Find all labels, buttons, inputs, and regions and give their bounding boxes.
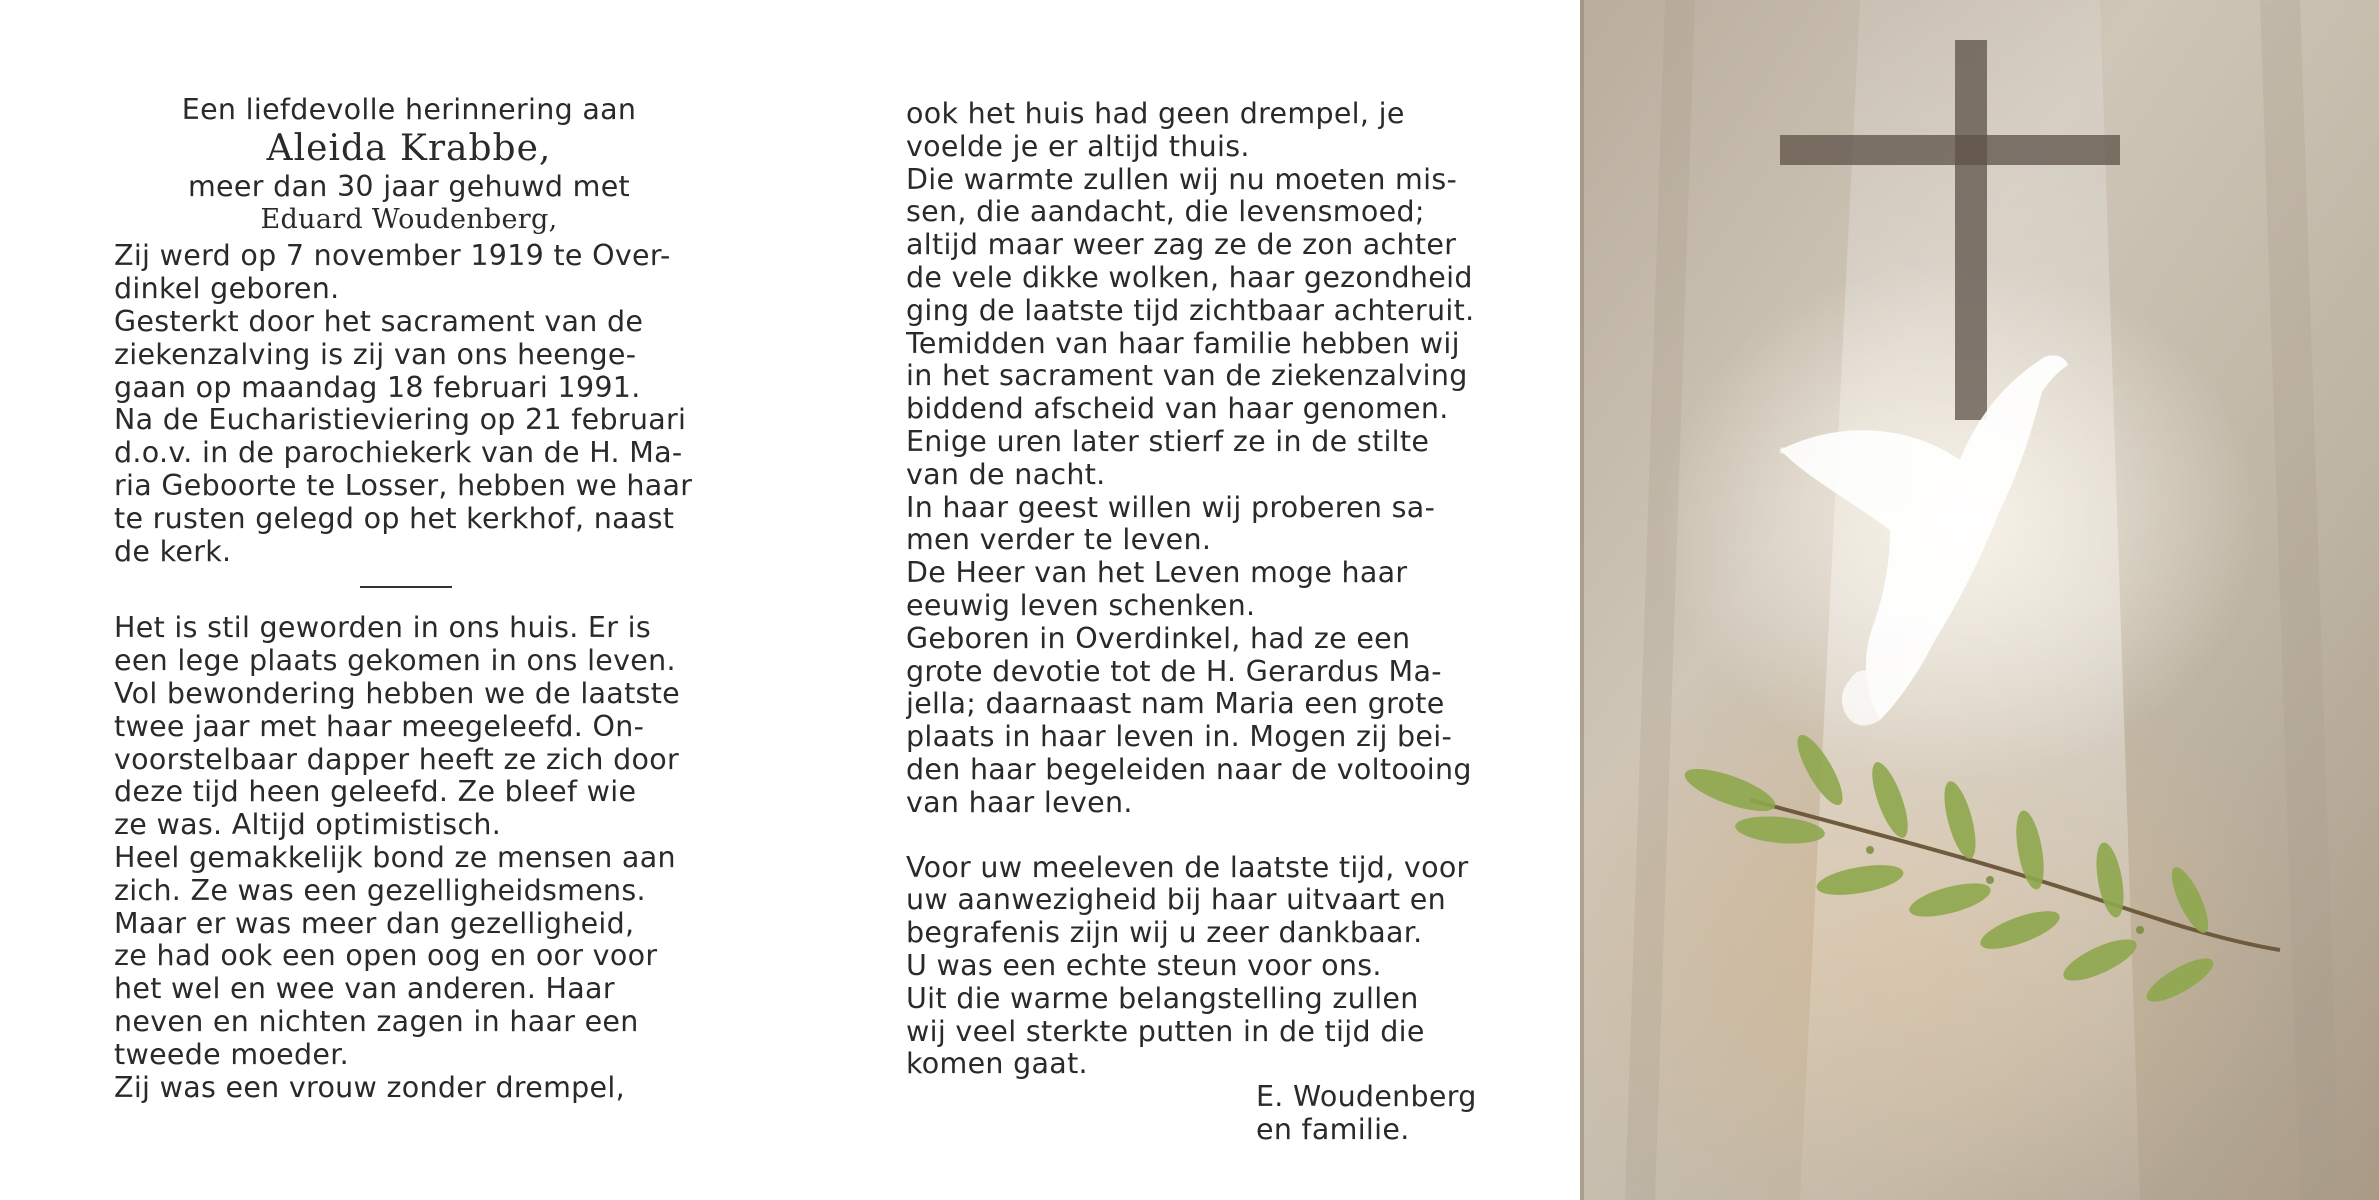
text-line: neven en nichten zagen in haar een bbox=[114, 1005, 639, 1038]
spouse-name: Eduard Woudenberg, bbox=[260, 203, 558, 235]
text-line: Maar er was meer dan gezelligheid, bbox=[114, 907, 635, 940]
deceased-name: Aleida Krabbe, bbox=[266, 127, 552, 169]
text-line: Uit die warme belangstelling zullen bbox=[906, 982, 1419, 1015]
text-line: De Heer van het Leven moge haar bbox=[906, 557, 1408, 590]
text-line: plaats in haar leven in. Mogen zij bei- bbox=[906, 721, 1453, 754]
text-line: Na de Eucharistieviering op 21 februari bbox=[114, 404, 687, 437]
text-line: eeuwig leven schenken. bbox=[906, 589, 1256, 622]
text-line: het wel en wee van anderen. Haar bbox=[114, 973, 615, 1006]
text-line: Zij was een vrouw zonder drempel, bbox=[114, 1071, 625, 1104]
text-line: grote devotie tot de H. Gerardus Ma- bbox=[906, 655, 1442, 688]
text-line: komen gaat. bbox=[906, 1048, 1088, 1081]
text-line: ging de laatste tijd zichtbaar achteruit. bbox=[906, 294, 1475, 327]
text-line: Heel gemakkelijk bond ze mensen aan bbox=[114, 841, 676, 874]
text-line: van de nacht. bbox=[906, 458, 1106, 491]
text-line: sen, die aandacht, die levensmoed; bbox=[906, 196, 1425, 229]
text-line: deze tijd heen geleefd. Ze bleef wie bbox=[114, 776, 637, 809]
text-line: dinkel geboren. bbox=[114, 273, 340, 306]
text-line: Voor uw meeleven de laatste tijd, voor bbox=[906, 851, 1469, 884]
text-line: uw aanwezigheid bij haar uitvaart en bbox=[906, 884, 1446, 917]
text-line: U was een echte steun voor ons. bbox=[906, 949, 1382, 982]
text-line: te rusten gelegd op het kerkhof, naast bbox=[114, 502, 675, 535]
text-line: Geboren in Overdinkel, had ze een bbox=[906, 622, 1411, 655]
text-line: de vele dikke wolken, haar gezondheid bbox=[906, 261, 1473, 294]
text-line: een lege plaats gekomen in ons leven. bbox=[114, 645, 676, 678]
text-line: men verder te leven. bbox=[906, 524, 1212, 557]
intro-line: Een liefdevolle herinnering aan bbox=[181, 94, 637, 126]
middle-column bbox=[906, 98, 1496, 1147]
divider bbox=[360, 586, 452, 588]
text-line: Enige uren later stierf ze in de stilte bbox=[906, 425, 1430, 458]
text-line: van haar leven. bbox=[906, 786, 1133, 819]
text-line: biddend afscheid van haar genomen. bbox=[906, 393, 1449, 426]
text-line: den haar begeleiden naar de voltooing bbox=[906, 753, 1472, 786]
text-line: de kerk. bbox=[114, 535, 232, 568]
text-line: voelde je er altijd thuis. bbox=[906, 130, 1250, 163]
text-line: Vol bewondering hebben we de laatste bbox=[114, 677, 681, 710]
text-line: gaan op maandag 18 februari 1991. bbox=[114, 371, 641, 404]
text-line: tweede moeder. bbox=[114, 1038, 349, 1071]
text-line: ze was. Altijd optimistisch. bbox=[114, 809, 502, 842]
text-line: ziekenzalving is zij van ons heenge- bbox=[114, 338, 637, 371]
artwork-panel bbox=[1580, 0, 2379, 1200]
text-line: in het sacrament van de ziekenzalving bbox=[906, 360, 1468, 393]
text-line: twee jaar met haar meegeleefd. On- bbox=[114, 710, 645, 743]
text-line: zich. Ze was een gezelligheidsmens. bbox=[114, 874, 646, 907]
text-line: altijd maar weer zag ze de zon achter bbox=[906, 229, 1457, 262]
signature-name: E. Woudenberg bbox=[1256, 1081, 1477, 1114]
left-column bbox=[114, 94, 704, 1104]
text-line: In haar geest willen wij proberen sa- bbox=[906, 491, 1436, 524]
text-line: Gesterkt door het sacrament van de bbox=[114, 305, 644, 338]
text-line: jella; daarnaast nam Maria een grote bbox=[906, 688, 1445, 721]
text-line: voorstelbaar dapper heeft ze zich door bbox=[114, 743, 679, 776]
text-line: Temidden van haar familie hebben wij bbox=[906, 327, 1460, 360]
text-line: wij veel sterkte putten in de tijd die bbox=[906, 1015, 1425, 1048]
text-line: d.o.v. in de parochiekerk van de H. Ma- bbox=[114, 437, 683, 470]
text-line: Het is stil geworden in ons huis. Er is bbox=[114, 612, 651, 645]
text-line: ria Geboorte te Losser, hebben we haar bbox=[114, 469, 693, 502]
text-line: ook het huis had geen drempel, je bbox=[906, 98, 1405, 130]
text-line: Zij werd op 7 november 1919 te Over- bbox=[114, 240, 671, 273]
signature-family: en familie. bbox=[1256, 1113, 1410, 1146]
text-line: ze had ook een open oog en oor voor bbox=[114, 940, 658, 973]
text-line: Die warmte zullen wij nu moeten mis- bbox=[906, 163, 1458, 196]
marriage-line: meer dan 30 jaar gehuwd met bbox=[187, 170, 630, 203]
text-line: begrafenis zijn wij u zeer dankbaar. bbox=[906, 917, 1423, 950]
